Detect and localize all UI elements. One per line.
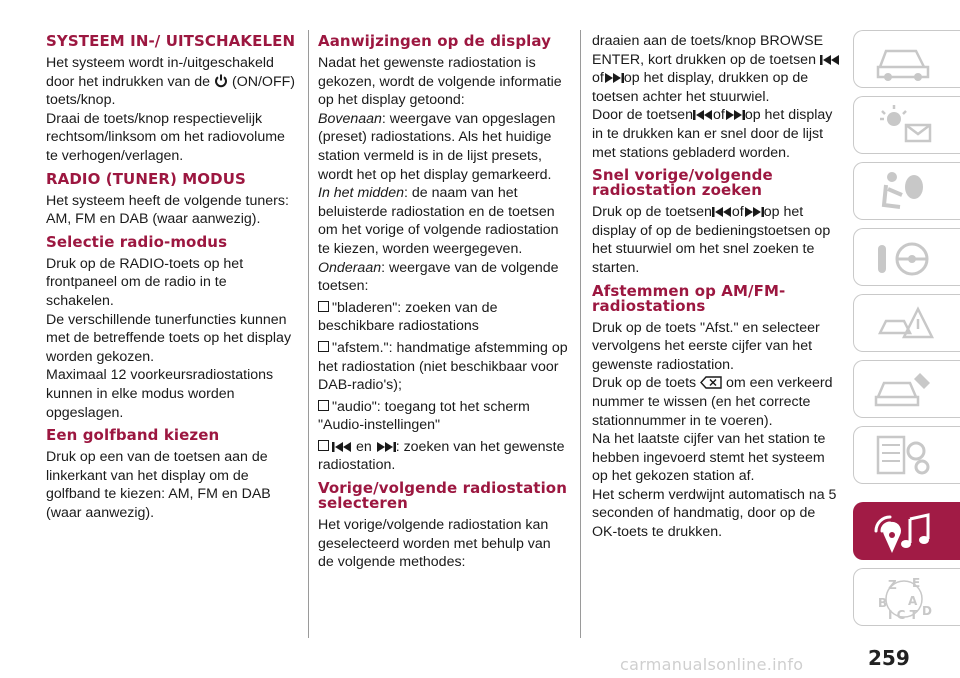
- paragraph: Bovenaan: weergave van opgeslagen (preset) radiostations. Als het huidige station vermeld is in de lijst presets, wordt het op het display gemarkeerd.: [318, 110, 556, 183]
- paragraph: Druk op de toets "Afst." en selecteer vervolgens het eerste cijfer van het gewenste radiostation.: [592, 319, 820, 373]
- paragraph: Druk op een van de toetsen aan de linkerkant van het display om de golfband te kiezen: AM, FM en DAB (waar aanwezig).: [46, 449, 271, 521]
- next-track-icon: [744, 206, 764, 218]
- previous-track-icon: [820, 54, 840, 66]
- car-icon: [870, 37, 940, 83]
- heading-snel-zoeken: Snel vorige/volgende radiostation zoeken: [592, 166, 773, 200]
- column-right: [592, 32, 844, 542]
- tab-multimedia[interactable]: [853, 502, 960, 560]
- checkbox-bullet-icon: [318, 440, 329, 451]
- previous-track-icon: [693, 109, 713, 121]
- paragraph: Nadat het gewenste radiostation is gekozen, wordt de volgende informatie op het display getoond:: [318, 55, 562, 109]
- service-car-icon: [870, 367, 940, 413]
- multimedia-icon: [870, 509, 940, 559]
- tab-maintenance[interactable]: [853, 360, 960, 418]
- heading-golfband: Een golfband kiezen: [46, 426, 220, 445]
- svg-text:E: E: [912, 576, 921, 590]
- paragraph: Het systeem wordt in-/uitgeschakeld door het indrukken van de (ON/OFF) toets/knop.: [46, 55, 296, 109]
- paragraph: Maximaal 12 voorkeursradiostations kunnen in elke modus worden opgeslagen.: [46, 367, 274, 421]
- svg-text:D: D: [922, 604, 932, 618]
- paragraph: Het vorige/volgende radiostation kan geselecteerd worden met behulp van de volgende methodes:: [318, 517, 551, 571]
- checkbox-bullet-icon: [318, 301, 329, 312]
- tab-starting-driving[interactable]: [853, 228, 960, 286]
- paragraph: Druk op de RADIO-toets op het frontpaneel om de radio in te schakelen.: [46, 255, 244, 309]
- svg-text:B: B: [878, 596, 888, 610]
- page-number: 259: [868, 646, 910, 670]
- checkbox-bullet-icon: [318, 341, 329, 352]
- previous-track-icon: [712, 206, 732, 218]
- paragraph: Het scherm verdwijnt automatisch na 5 seconden of handmatig, door op de OK-toets te drukken.: [592, 486, 837, 541]
- svg-text:A: A: [908, 594, 918, 608]
- heading-afstemmen: Afstemmen op AM/FM-radiostations: [592, 281, 786, 315]
- heading-selectie: Selectie radio-modus: [46, 232, 228, 251]
- paragraph: Door de toetsen of op het display in te drukken kan er snel door de lijst met stations gebladerd worden.: [592, 107, 833, 161]
- next-track-icon: [604, 72, 624, 84]
- paragraph: Onderaan: weergave van de volgende toetsen:: [318, 259, 559, 295]
- paragraph: Druk op de toetsen of op het display of op de bedieningstoetsen op het stuurwiel om het snel zoeken te starten.: [592, 204, 831, 276]
- list-item: "bladeren": zoeken van de beschikbare radiostations: [318, 299, 498, 335]
- watermark: carmanualsonline.info: [620, 655, 804, 674]
- breakdown-icon: [870, 301, 940, 347]
- power-icon: [214, 74, 228, 88]
- list-item: "afstem.": handmatige afstemming op het radiostation (niet beschikbaar voor DAB-radio's);: [318, 339, 568, 394]
- paragraph: De verschillende tunerfuncties kunnen met de betreffende toets op het display worden gekozen.: [46, 311, 292, 365]
- tab-car[interactable]: [853, 30, 960, 88]
- steering-wheel-key-icon: [870, 235, 940, 281]
- index-icon: [870, 575, 940, 625]
- tab-index[interactable]: [853, 568, 960, 626]
- heading-systeem: SYSTEEM IN-/ UITSCHAKELEN: [46, 32, 296, 50]
- tab-technical-data[interactable]: [853, 426, 960, 484]
- technical-data-icon: [870, 433, 940, 479]
- paragraph: Na het laatste cijfer van het station te hebben ingevoerd stemt het systeem op het gekozen station af.: [592, 431, 826, 485]
- backspace-icon: [700, 376, 722, 389]
- tab-warning-lights[interactable]: [853, 96, 960, 154]
- next-track-icon: [376, 441, 396, 453]
- svg-text:I C T: I C T: [888, 608, 918, 622]
- warning-light-icon: [870, 103, 940, 149]
- paragraph: Draai de toets/knop respectievelijk rechtsom/linksom om het radiovolume te verhogen/verlagen.: [46, 110, 285, 164]
- next-track-icon: [725, 109, 745, 121]
- heading-radio-modus: RADIO (TUNER) MODUS: [46, 169, 246, 188]
- tab-safety[interactable]: [853, 162, 960, 220]
- checkbox-bullet-icon: [318, 400, 329, 411]
- paragraph: In het midden: de naam van het beluisterde radiostation en de toetsen om het vorige of volgende radiostation te kiezen, worden weergegeven.: [318, 185, 559, 257]
- heading-vorige-volgende: Vorige/volgende radiostation selecteren: [318, 479, 567, 513]
- list-item: "audio": toegang tot het scherm "Audio-instellingen": [318, 398, 530, 434]
- previous-track-icon: [332, 441, 352, 453]
- paragraph: draaien aan de toets/knop BROWSE ENTER, kort drukken op de toetsen of op het display, drukken op de toetsen achter het stuurwiel.: [592, 32, 844, 106]
- paragraph: Het systeem heeft de volgende tuners: AM, FM en DAB (waar aanwezig).: [46, 192, 289, 228]
- column-divider: [580, 30, 581, 638]
- tab-emergency[interactable]: [853, 294, 960, 352]
- column-middle: [318, 32, 570, 572]
- airbag-seat-icon: [870, 169, 940, 215]
- svg-text:Z: Z: [888, 578, 897, 592]
- paragraph: Druk op de toets om een verkeerd nummer te wissen (en het correcte stationnummer in te voeren).: [592, 375, 833, 429]
- column-left: [46, 32, 296, 522]
- heading-aanwijzingen: Aanwijzingen op de display: [318, 32, 552, 50]
- list-item: en : zoeken van het gewenste radiostation.: [318, 438, 565, 474]
- column-divider: [308, 30, 309, 638]
